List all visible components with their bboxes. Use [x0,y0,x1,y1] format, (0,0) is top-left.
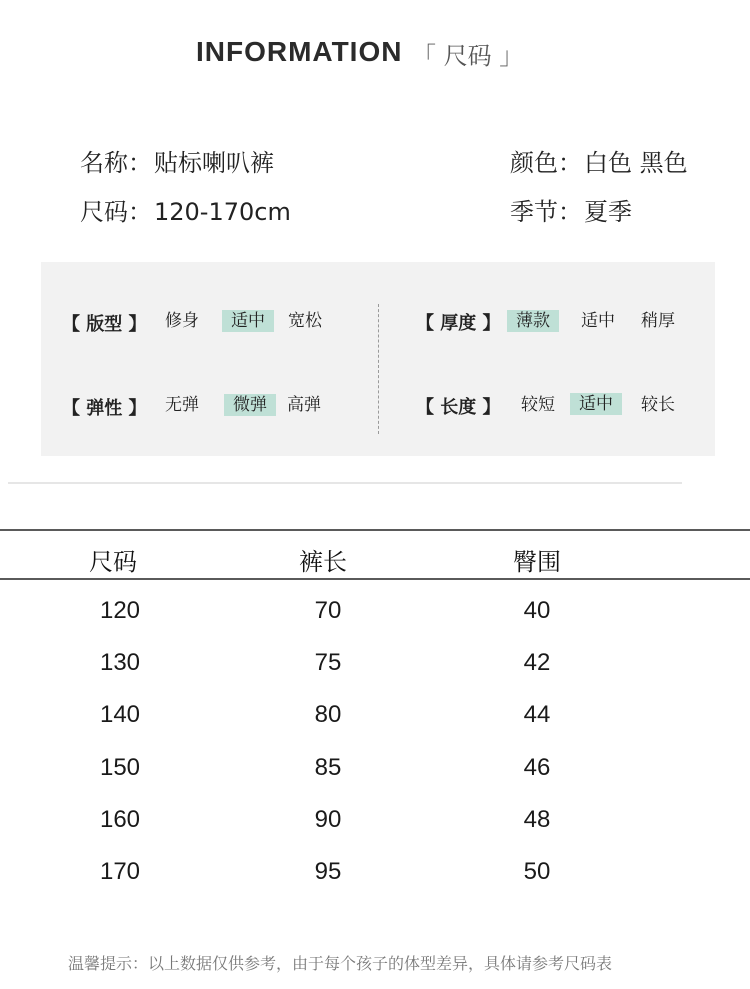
table-cell: 75 [314,649,342,676]
fit-option-selected: 适中 [222,310,274,332]
table-cell: 50 [523,858,551,885]
info-color-value: 白色 黑色 [584,149,688,177]
table-cell: 160 [99,806,141,833]
elasticity-label: 【 弹性 】 [62,398,147,419]
info-size [80,192,291,227]
info-season [510,192,632,227]
info-size-value: 120-170cm [154,198,291,226]
panel-divider [378,304,379,434]
table-cell: 150 [99,754,141,781]
info-season-label: 季节： [510,198,582,226]
info-color [510,143,688,178]
table-cell: 90 [314,806,342,833]
length-option: 较短 [521,395,555,415]
footer-note: 温馨提示：以上数据仅供参考，由于每个孩子的体型差异，具体请参考尺码表 [68,954,613,973]
thickness-label: 【 厚度 】 [416,313,501,334]
table-cell: 170 [99,858,141,885]
fit-option: 宽松 [288,311,322,331]
thickness-option: 适中 [581,311,615,331]
table-cell: 140 [99,701,141,728]
table-cell: 95 [314,858,342,885]
attribute-panel [41,262,715,456]
table-header-hip: 臀围 [513,548,561,576]
table-header-rule [0,578,750,580]
info-name [80,143,274,178]
info-size-label: 尺码： [80,198,152,226]
table-cell: 48 [523,806,551,833]
table-cell: 70 [314,597,342,624]
header-title-cn: 「 尺码 」 [412,42,524,70]
table-cell: 44 [523,701,551,728]
table-cell: 120 [99,597,141,624]
table-top-rule [0,529,750,531]
info-color-label: 颜色： [510,149,582,177]
table-cell: 130 [99,649,141,676]
table-cell: 80 [314,701,342,728]
table-cell: 42 [523,649,551,676]
elasticity-option: 无弹 [165,395,199,415]
elasticity-option: 高弹 [287,395,321,415]
section-divider [8,482,682,484]
table-cell: 85 [314,754,342,781]
thickness-option: 稍厚 [641,311,675,331]
page-header [0,34,750,74]
table-header-size: 尺码 [89,548,137,576]
info-name-label: 名称： [80,149,152,177]
table-header-length: 裤长 [299,548,347,576]
fit-label: 【 版型 】 [62,314,147,335]
thickness-option-selected: 薄款 [507,310,559,332]
table-cell: 46 [523,754,551,781]
length-option-selected: 适中 [570,393,622,415]
length-option: 较长 [641,395,675,415]
length-label: 【 长度 】 [416,397,501,418]
fit-option: 修身 [165,311,199,331]
info-name-value: 贴标喇叭裤 [154,149,274,177]
header-title-en: INFORMATION [196,36,403,67]
elasticity-option-selected: 微弹 [224,394,276,416]
table-cell: 40 [523,597,551,624]
info-season-value: 夏季 [584,198,632,226]
